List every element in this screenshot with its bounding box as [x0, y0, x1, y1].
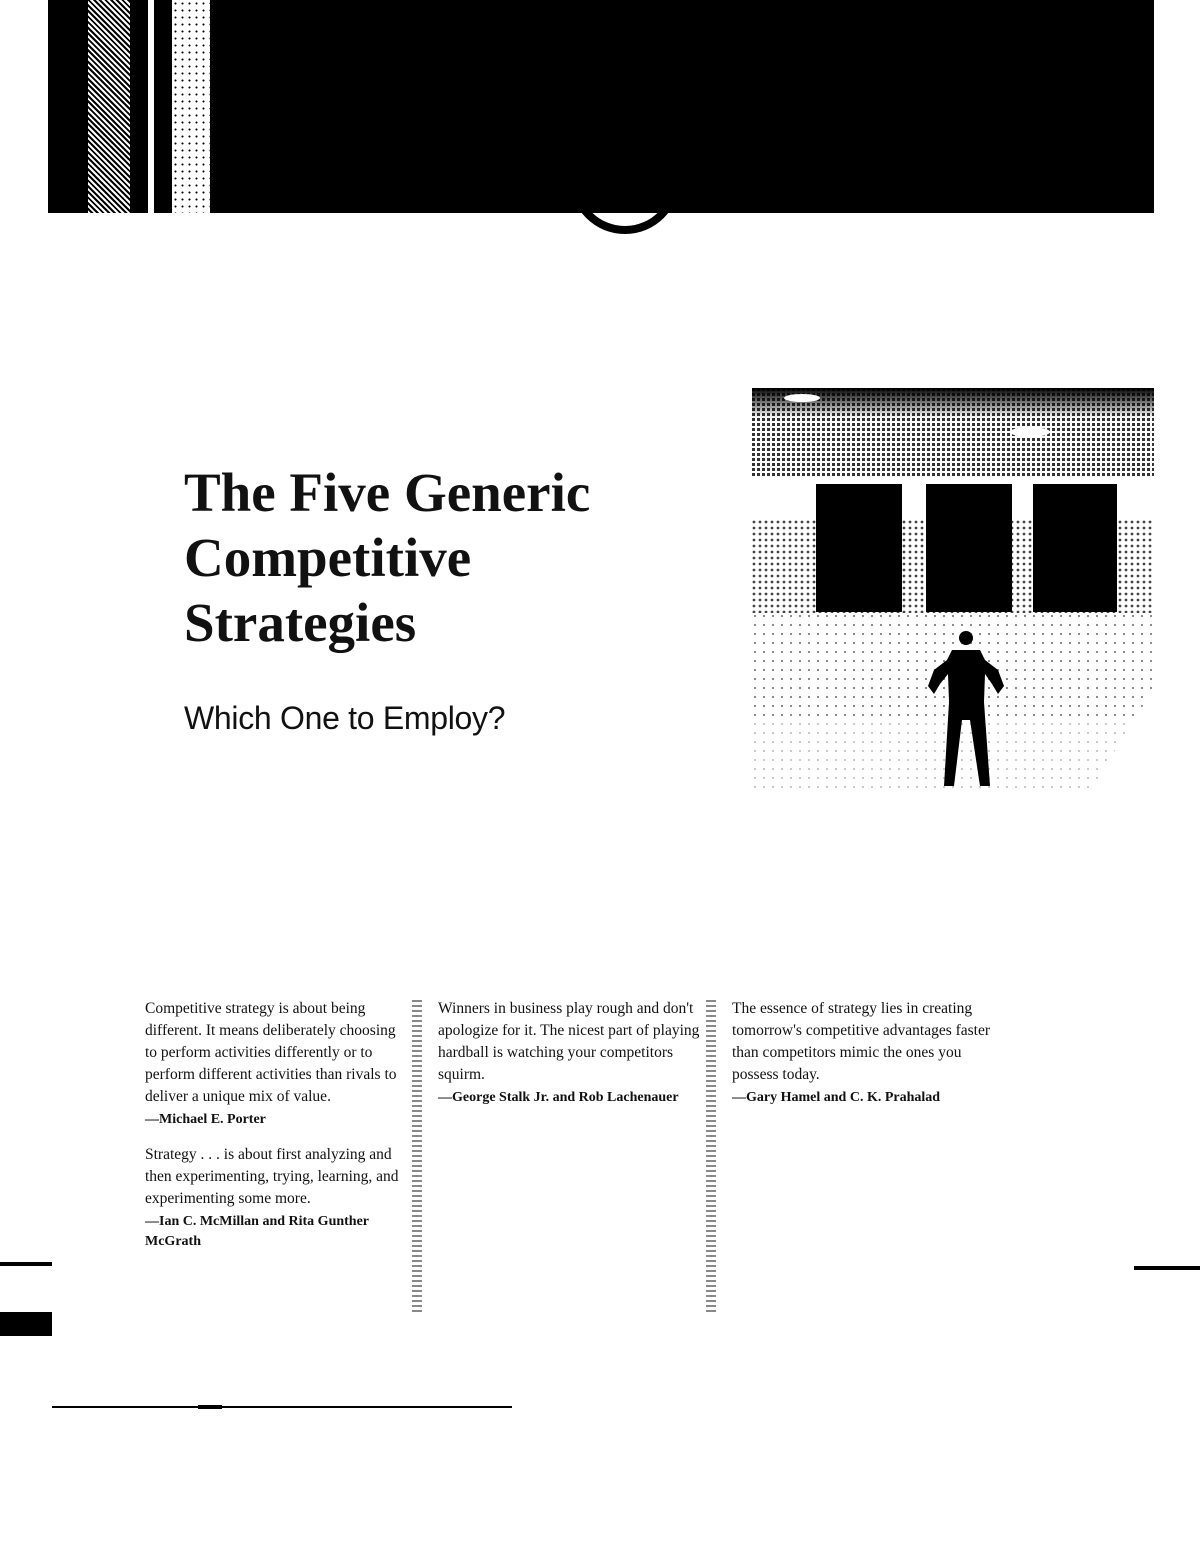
margin-mark-left [0, 1262, 52, 1266]
man-facing-three-doors-icon [752, 388, 1154, 788]
margin-tab-left [0, 1312, 52, 1336]
bottom-rule [52, 1406, 512, 1408]
quote-column-3 [732, 998, 992, 1108]
quote-attribution: —Michael E. Porter [145, 1112, 266, 1127]
bottom-rule-tick [198, 1405, 222, 1409]
quote-attribution: —Gary Hamel and C. K. Prahalad [732, 1090, 941, 1105]
quote-text: The essence of strategy lies in creating tomorrow's competitive advantages faster than competitors mimic the ones you possess today. [732, 1000, 991, 1083]
door-left [816, 484, 902, 612]
banner-dotted-strip [172, 0, 210, 213]
quote-attribution: —Ian C. McMillan and Rita Gunther McGrath [145, 1214, 369, 1249]
quote-text: Winners in business play rough and don't apologize for it. The nicest part of playing hardball is watching your competitors squirm. [438, 1000, 700, 1083]
banner-black-strip-2 [154, 0, 172, 213]
quote-column-1 [145, 998, 400, 1252]
chapter-title: The Five Generic Competitive Strategies [184, 462, 591, 653]
quote-column-2 [438, 998, 700, 1108]
banner-halftone-strip [88, 0, 130, 213]
chapter-subtitle: Which One to Employ? [184, 700, 506, 736]
door-right [1033, 484, 1117, 612]
column-divider [412, 1000, 422, 1315]
banner-black-strip [130, 0, 148, 213]
door-middle [926, 484, 1012, 612]
chapter-number-arc [570, 150, 680, 234]
margin-mark-right [1134, 1266, 1200, 1270]
quote-attribution: —George Stalk Jr. and Rob Lachenauer [438, 1090, 679, 1105]
quote-text: Strategy . . . is about first analyzing and then experimenting, trying, learning, and experimenting some more. [145, 1146, 399, 1207]
quote-text: Competitive strategy is about being different. It means deliberately choosing to perform activities differently or to perform different activities than rivals to deliver a unique mix of value. [145, 1000, 397, 1105]
column-divider [706, 1000, 716, 1315]
